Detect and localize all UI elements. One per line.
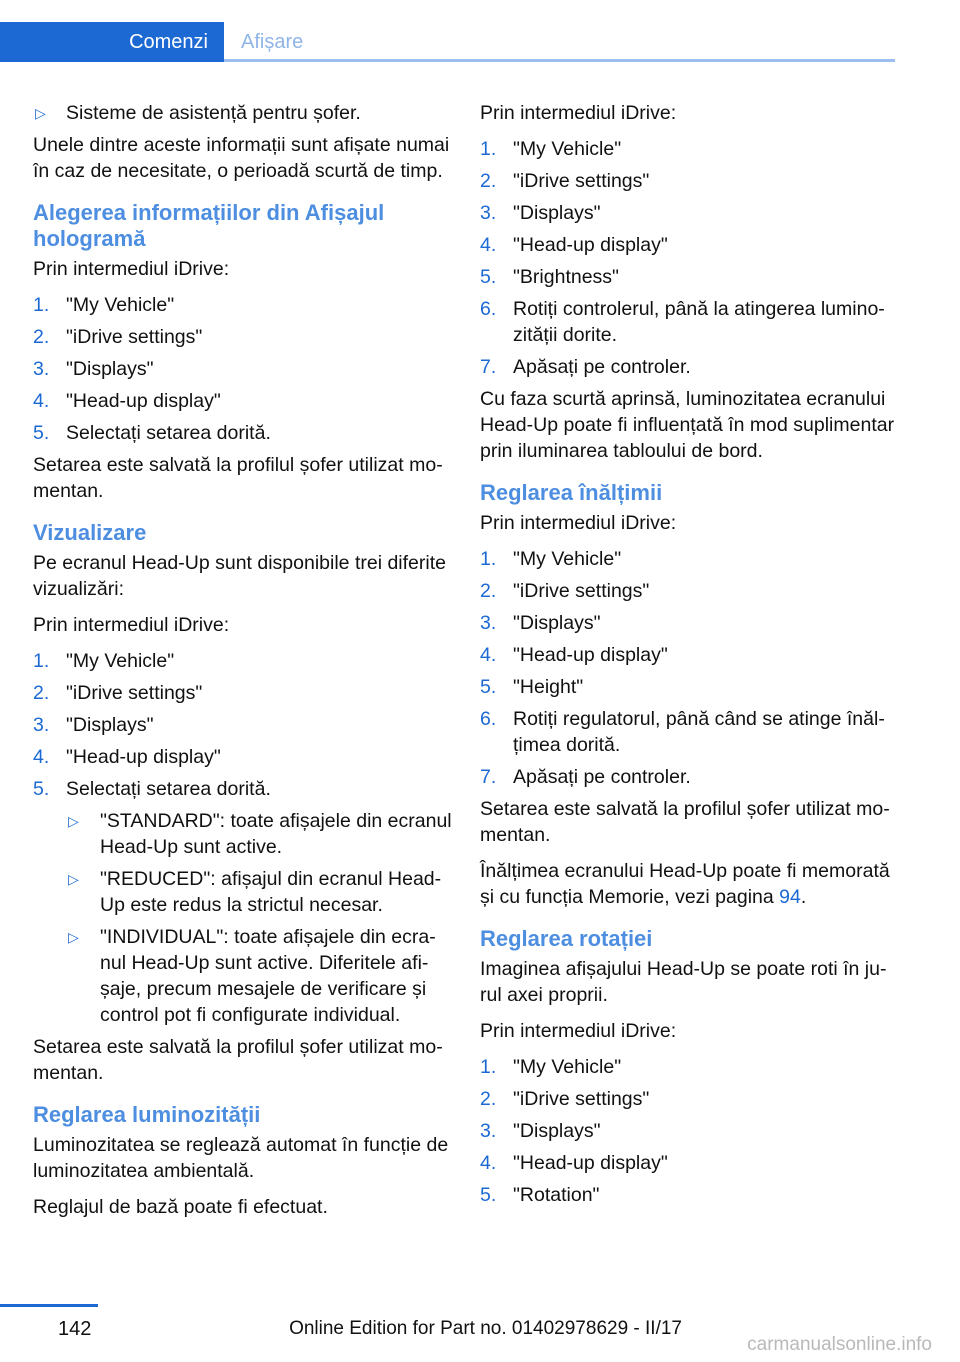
step-text: "My Vehicle"	[513, 1056, 622, 1078]
step-number: 2.	[480, 580, 497, 602]
list-item	[480, 1118, 900, 1144]
option-text: "REDUCED": afișajul din ecranul Head-Up este redus la strictul necesar.	[100, 868, 442, 916]
list-item	[33, 388, 453, 414]
list-item	[33, 712, 453, 738]
option-text: "STANDARD": toate afișajele din ecranul Head-Up sunt active.	[100, 810, 452, 858]
page-link[interactable]: 94	[779, 886, 801, 908]
step-number: 1.	[480, 138, 497, 160]
step-number: 3.	[33, 358, 50, 380]
paragraph: Setarea este salvată la profilul șofer utilizat momentan.	[480, 798, 890, 846]
list-item	[33, 292, 453, 318]
steps-list-5	[480, 1054, 900, 1208]
intro-bullets	[33, 100, 453, 126]
step-text: "My Vehicle"	[66, 650, 175, 672]
list-item	[480, 610, 900, 636]
step-text: "iDrive settings"	[513, 170, 650, 192]
list-item	[480, 296, 900, 348]
step-number: 5.	[33, 422, 50, 444]
list-item	[480, 264, 900, 290]
steps-list-1	[33, 292, 453, 446]
list-item	[480, 674, 900, 700]
list-item	[480, 578, 900, 604]
view-options-list	[66, 808, 453, 1028]
step-number: 4.	[33, 746, 50, 768]
list-item	[33, 744, 453, 770]
step-text: Selectați setarea dorită.	[66, 778, 271, 800]
list-item	[66, 924, 453, 1028]
step-number: 1.	[480, 548, 497, 570]
heading-alegerea: Alegerea informațiilor din Afișajul hologramă	[33, 200, 385, 251]
step-text: Rotiți controlerul, până la atingerea luminozității dorite.	[513, 298, 885, 346]
step-text: "Head-up display"	[66, 746, 221, 768]
list-item	[480, 706, 900, 758]
step-text: "iDrive settings"	[513, 580, 650, 602]
triangle-bullet-icon: ▷	[68, 871, 79, 887]
list-item	[33, 680, 453, 706]
step-number: 6.	[480, 708, 497, 730]
step-number: 1.	[33, 294, 50, 316]
step-text: Apăsați pe controler.	[513, 356, 691, 378]
heading-rotatie: Reglarea rotației	[480, 926, 653, 951]
list-item	[480, 1182, 900, 1208]
paragraph: Setarea este salvată la profilul șofer utilizat momentan.	[33, 1036, 443, 1084]
step-number: 7.	[480, 356, 497, 378]
paragraph: Prin intermediul iDrive:	[480, 512, 677, 534]
header-divider	[224, 59, 895, 62]
step-number: 6.	[480, 298, 497, 320]
list-item	[33, 356, 453, 382]
paragraph: Prin intermediul iDrive:	[33, 258, 230, 280]
list-item	[480, 1054, 900, 1080]
triangle-bullet-icon: ▷	[35, 105, 46, 121]
paragraph: Prin intermediul iDrive:	[33, 614, 230, 636]
memory-text: Înălțimea ecranului Head-Up poate fi memorată și cu funcția Memorie, vezi pagina	[480, 860, 890, 908]
step-number: 3.	[480, 1120, 497, 1142]
paragraph: Pe ecranul Head-Up sunt disponibile trei diferite vizualizări:	[33, 552, 446, 600]
step-number: 4.	[480, 1152, 497, 1174]
step-text: "Height"	[513, 676, 584, 698]
list-item	[480, 1150, 900, 1176]
step-number: 3.	[480, 612, 497, 634]
step-number: 7.	[480, 766, 497, 788]
edition-text: Online Edition for Part no. 01402978629 - II/17	[289, 1318, 682, 1339]
step-number: 5.	[480, 1184, 497, 1206]
step-number: 3.	[33, 714, 50, 736]
step-text: Selectați setarea dorită.	[66, 422, 271, 444]
step-text: "Head-up display"	[66, 390, 221, 412]
step-text: "Displays"	[513, 202, 601, 224]
step-text: "My Vehicle"	[66, 294, 175, 316]
list-item	[480, 354, 900, 380]
step-text: "My Vehicle"	[513, 138, 622, 160]
bullet-text: Sisteme de asistență pentru șofer.	[66, 102, 361, 124]
step-text: "iDrive settings"	[66, 682, 203, 704]
paragraph-memory	[480, 858, 900, 910]
step-text: "Head-up display"	[513, 234, 668, 256]
steps-list-2	[33, 648, 453, 1028]
tab-comenzi-label: Comenzi	[129, 30, 208, 53]
left-column	[33, 100, 453, 1230]
list-item	[480, 764, 900, 790]
list-item	[480, 642, 900, 668]
footer-divider	[0, 1304, 98, 1307]
step-text: "iDrive settings"	[513, 1088, 650, 1110]
step-number: 1.	[33, 650, 50, 672]
step-text: "Rotation"	[513, 1184, 600, 1206]
triangle-bullet-icon: ▷	[68, 929, 79, 945]
list-item	[480, 1086, 900, 1112]
step-text: "My Vehicle"	[513, 548, 622, 570]
step-text: "Head-up display"	[513, 644, 668, 666]
step-text: "iDrive settings"	[66, 326, 203, 348]
steps-list-4	[480, 546, 900, 790]
step-number: 3.	[480, 202, 497, 224]
tab-afisare-label: Afișare	[241, 30, 304, 53]
step-number: 2.	[480, 1088, 497, 1110]
list-item	[480, 232, 900, 258]
list-item	[66, 866, 453, 918]
step-number: 4.	[33, 390, 50, 412]
tab-afisare[interactable]	[224, 22, 324, 62]
list-item	[480, 168, 900, 194]
step-number: 2.	[480, 170, 497, 192]
step-text: Rotiți regulatorul, până când se atinge înălțimea dorită.	[513, 708, 885, 756]
step-number: 2.	[33, 326, 50, 348]
list-item	[33, 420, 453, 446]
paragraph: Unele dintre aceste informații sunt afișate numai în caz de necesitate, o perioadă scurtă de timp.	[33, 134, 450, 182]
heading-luminozitate: Reglarea luminozității	[33, 1102, 261, 1127]
paragraph: Luminozitatea se reglează automat în funcție de luminozitatea ambientală.	[33, 1134, 449, 1182]
tab-comenzi[interactable]	[0, 22, 224, 62]
step-number: 5.	[33, 778, 50, 800]
step-number: 4.	[480, 644, 497, 666]
paragraph: Prin intermediul iDrive:	[480, 102, 677, 124]
heading-inaltime: Reglarea înălțimii	[480, 480, 663, 505]
paragraph: Imaginea afișajului Head-Up se poate roti în jurul axei proprii.	[480, 958, 887, 1006]
page-number: 142	[58, 1318, 92, 1340]
list-item	[480, 200, 900, 226]
step-number: 2.	[33, 682, 50, 704]
right-column	[480, 100, 900, 1214]
paragraph: Setarea este salvată la profilul șofer utilizat momentan.	[33, 454, 443, 502]
step-text: "Displays"	[66, 358, 154, 380]
memory-text-end: .	[800, 886, 807, 908]
heading-vizualizare: Vizualizare	[33, 520, 147, 545]
step-number: 1.	[480, 1056, 497, 1078]
list-item	[33, 648, 453, 674]
paragraph: Prin intermediul iDrive:	[480, 1020, 677, 1042]
step-text: Apăsați pe controler.	[513, 766, 691, 788]
list-item	[480, 546, 900, 572]
step-text: "Displays"	[66, 714, 154, 736]
option-text: "INDIVIDUAL": toate afișajele din ecranul Head-Up sunt active. Diferitele afișaje, precum mesajele de verificare și control pot fi configurate individual.	[100, 926, 436, 1026]
step-number: 5.	[480, 676, 497, 698]
step-text: "Brightness"	[513, 266, 619, 288]
step-text: "Displays"	[513, 612, 601, 634]
paragraph: Reglajul de bază poate fi efectuat.	[33, 1196, 328, 1218]
list-item	[33, 324, 453, 350]
watermark: carmanualsonline.info	[747, 1334, 932, 1355]
triangle-bullet-icon: ▷	[68, 813, 79, 829]
step-text: "Head-up display"	[513, 1152, 668, 1174]
list-item	[33, 776, 453, 1028]
steps-list-3	[480, 136, 900, 380]
step-number: 5.	[480, 266, 497, 288]
step-text: "Displays"	[513, 1120, 601, 1142]
list-item	[33, 100, 453, 126]
step-number: 4.	[480, 234, 497, 256]
list-item	[480, 136, 900, 162]
list-item	[66, 808, 453, 860]
header	[0, 0, 960, 62]
paragraph: Cu faza scurtă aprinsă, luminozitatea ecranului Head-Up poate fi influențată în mod suplimentar prin iluminarea tabloului de bord.	[480, 388, 895, 462]
